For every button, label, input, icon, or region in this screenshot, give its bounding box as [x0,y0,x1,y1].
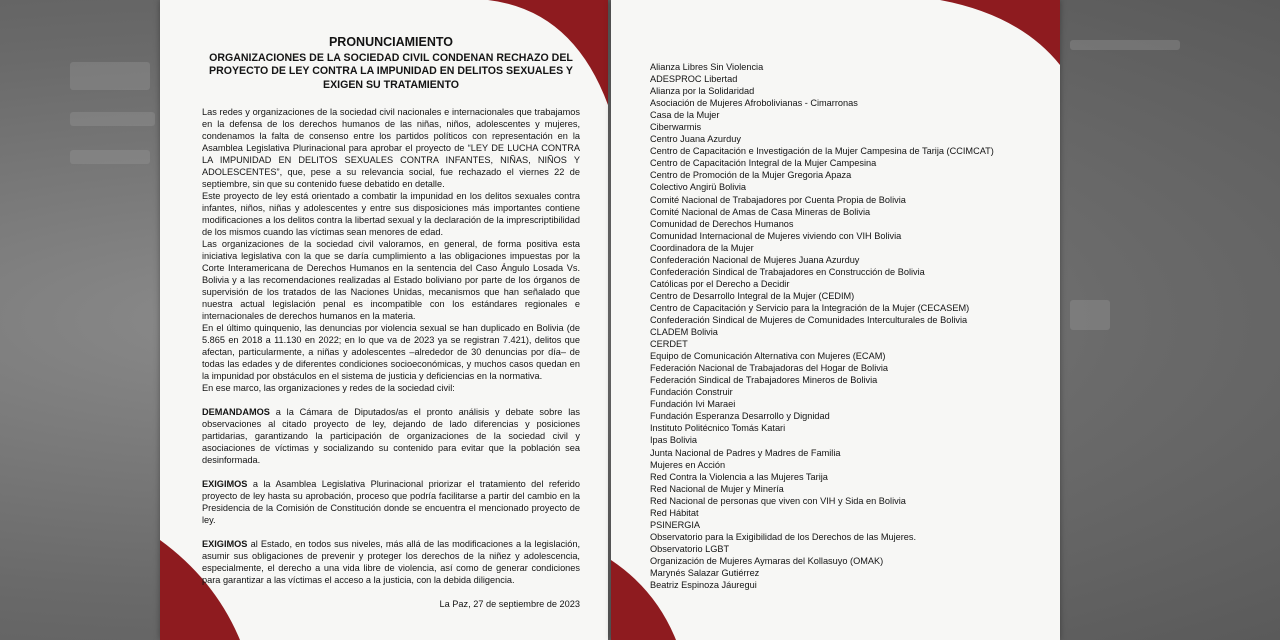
demand-keyword: EXIGIMOS [202,478,248,489]
signatory-item: Confederación Sindical de Mujeres de Comunidades Interculturales de Bolivia [650,314,968,325]
signatory-item: Comité Nacional de Trabajadores por Cuenta Propia de Bolivia [650,194,906,205]
demand-text: a la Cámara de Diputados/as el pronto análisis y debate sobre las observaciones al citado proyecto de ley, dejando de lado diferencias y posiciones partidarias, garantizando la participación de organizaciones de la sociedad civil y asociaciones de víctimas y socializando su contenido para evitar que la población sea desinformada. [202,406,580,465]
demand-keyword: EXIGIMOS [202,538,248,549]
signatory-item: Ciberwarmis [650,122,702,133]
paragraph: En ese marco, las organizaciones y redes de la sociedad civil: [202,382,455,393]
demand-keyword: DEMANDAMOS [202,406,270,417]
signatory-item: Equipo de Comunicación Alternativa con Mujeres (ECAM) [650,351,886,362]
backdrop-blur-text [70,62,150,90]
signatory-item: Observatorio para la Exigibilidad de los Derechos de las Mujeres. [650,531,917,542]
signatory-item: CLADEM Bolivia [650,327,718,338]
paragraph: Las organizaciones de la sociedad civil valoramos, en general, de forma positiva esta iniciativa legislativa con la que se daría cumplimiento a las obligaciones impuestas por la Corte Interamericana de Derechos Humanos en la sentencia del Caso Ángulo Losada Vs. Bolivia y a las recomendaciones realizadas al Estado boliviano por parte de los órganos de supervisión de los tratados de las Naciones Unidas, mecanismos que han señalado que nuestra actual legislación penal es incompatible con los estándares regionales e internacionales de derechos humanos en la materia. [202,238,580,321]
signatory-item: Mujeres en Acción [650,459,726,470]
document-title: PRONUNCIAMIENTO [328,35,454,49]
backdrop-blur-text [1070,40,1180,50]
demand-text: a la Asamblea Legislativa Plurinacional priorizar el tratamiento del referido proyecto de ley hasta su aprobación, proceso que podría facilitarse a partir del cambio en la Presidencia de la Comisión de Constitución donde se encuentra el mencionado proyecto de ley. [202,478,580,525]
signatory-item: Fundación Esperanza Desarrollo y Dignidad [650,411,830,422]
signatory-item: Alianza Libres Sin Violencia [650,62,764,72]
signatory-item: Casa de la Mujer [650,110,720,121]
signatory-item: Federación Nacional de Trabajadoras del Hogar de Bolivia [650,363,888,374]
signatory-item: Centro de Promoción de la Mujer Gregoria Apaza [650,170,852,181]
signatory-item: Comité Nacional de Amas de Casa Mineras de Bolivia [650,206,871,217]
signatory-item: Instituto Politécnico Tomás Katari [650,423,786,434]
signatory-item: Red Nacional de Mujer y Minería [650,483,784,494]
signatory-item: Alianza por la Solidaridad [650,86,755,97]
statement-body [202,36,580,610]
paragraph: Este proyecto de ley está orientado a combatir la impunidad en los delitos sexuales contra infantes, niños, niñas y adolescentes y entre sus disposiciones más importantes contiene modificaciones a los delitos contra la libertad sexual y la declaración de la imprescriptibilidad de los mismos cuando las víctimas sean menores de edad. [202,190,580,237]
signatory-item: Red Hábitat [650,507,699,518]
signatory-item: Colectivo Angirü Bolivia [650,182,747,193]
signatories-page [611,0,1060,640]
place-date: La Paz, 27 de septiembre de 2023 [439,598,580,609]
signatory-item: Centro de Capacitación Integral de la Mujer Campesina [650,158,877,169]
signatory-item: Confederación Nacional de Mujeres Juana Azurduy [650,254,860,265]
signatory-item: Centro de Capacitación y Servicio para la Integración de la Mujer (CECASEM) [650,302,970,313]
signatory-item: Católicas por el Derecho a Decidir [650,278,790,289]
signatories-list [650,61,1040,591]
statement-page [160,0,608,640]
signatory-item: Junta Nacional de Padres y Madres de Familia [650,447,841,458]
signatory-item: Marynés Salazar Gutiérrez [650,567,760,578]
demand-paragraph [202,406,580,466]
signatory-item: Asociación de Mujeres Afrobolivianas - Cimarronas [650,98,858,109]
corner-decoration [940,0,1060,70]
signatory-item: Red Nacional de personas que viven con VIH y Sida en Bolivia [650,495,906,506]
signatory-item: Comunidad Internacional de Mujeres viviendo con VIH Bolivia [650,230,902,241]
signatory-item: Red Contra la Violencia a las Mujeres Tarija [650,471,828,482]
backdrop-blur-text [70,150,150,164]
signatory-item: PSINERGIA [650,519,701,530]
signatory-item: Centro de Capacitación e Investigación de la Mujer Campesina de Tarija (CCIMCAT) [650,146,994,157]
demand-paragraph [202,478,580,526]
document-subtitle: ORGANIZACIONES DE LA SOCIEDAD CIVIL CONDENAN RECHAZO DEL PROYECTO DE LEY CONTRA LA IMPUNIDAD EN DELITOS SEXUALES Y EXIGEN SU TRATAMIENTO [209,52,573,91]
signatory-item: Centro Juana Azurduy [650,134,741,145]
signatory-item: Organización de Mujeres Aymaras del Kollasuyo (OMAK) [650,555,884,566]
backdrop-blur-text [1070,300,1110,330]
signatory-item: Centro de Desarrollo Integral de la Mujer (CEDIM) [650,290,855,301]
signatory-item: Comunidad de Derechos Humanos [650,218,794,229]
signatory-item: Beatriz Espinoza Jáuregui [650,580,757,591]
signatory-item: CERDET [650,339,688,350]
signatory-item: Ipas Bolivia [650,435,697,446]
backdrop-blur-text [70,112,155,126]
demand-text: al Estado, en todos sus niveles, más allá de las modificaciones a la legislación, asumir sus obligaciones de prevenir y proteger los derechos de la niñez y adolescencia, especialmente, el derecho a una vida libre de violencia, así como de generar condiciones para garantizar a las víctimas el acceso a la justicia, con la debida diligencia. [202,538,580,585]
signatory-item: Confederación Sindical de Trabajadores en Construcción de Bolivia [650,266,925,277]
paragraph: Las redes y organizaciones de la sociedad civil nacionales e internacionales que trabajamos en la defensa de los derechos humanos de las niñas, niños, adolescentes y mujeres, condenamos la falta de consenso entre los partidos políticos con representación en la Asamblea Legislativa Plurinacional para aprobar el proyecto de “LEY DE LUCHA CONTRA LA IMPUNIDAD EN DELITOS SEXUALES CONTRA INFANTES, NIÑAS, NIÑOS Y ADOLESCENTES”, que, pese a su relevancia social, fue rechazado el viernes 22 de septiembre, sin que su contenido fuese debatido en detalle. [202,106,580,189]
signatory-item: Observatorio LGBT [650,543,730,554]
signatory-item: Fundación Construir [650,387,733,398]
demand-paragraph [202,538,580,586]
paragraph: En el último quinquenio, las denuncias por violencia sexual se han duplicado en Bolivia (de 5.865 en 2018 a 11.130 en 2022; en lo que va de 2023 ya se registran 7.421), delitos que afectan, particularmente, a niñas y adolescentes –alrededor de 30 denuncias por día– de todas las edades y de diferentes condiciones socioeconómicas, y muchos casos quedan en la impunidad por obstáculos en el sistema de justicia y deficiencias en la normativa. [202,322,580,381]
signatory-item: ADESPROC Libertad [650,74,738,85]
signatory-item: Federación Sindical de Trabajadores Mineros de Bolivia [650,375,878,386]
signatory-item: Fundación Ivi Maraei [650,399,736,410]
signatory-item: Coordinadora de la Mujer [650,242,754,253]
